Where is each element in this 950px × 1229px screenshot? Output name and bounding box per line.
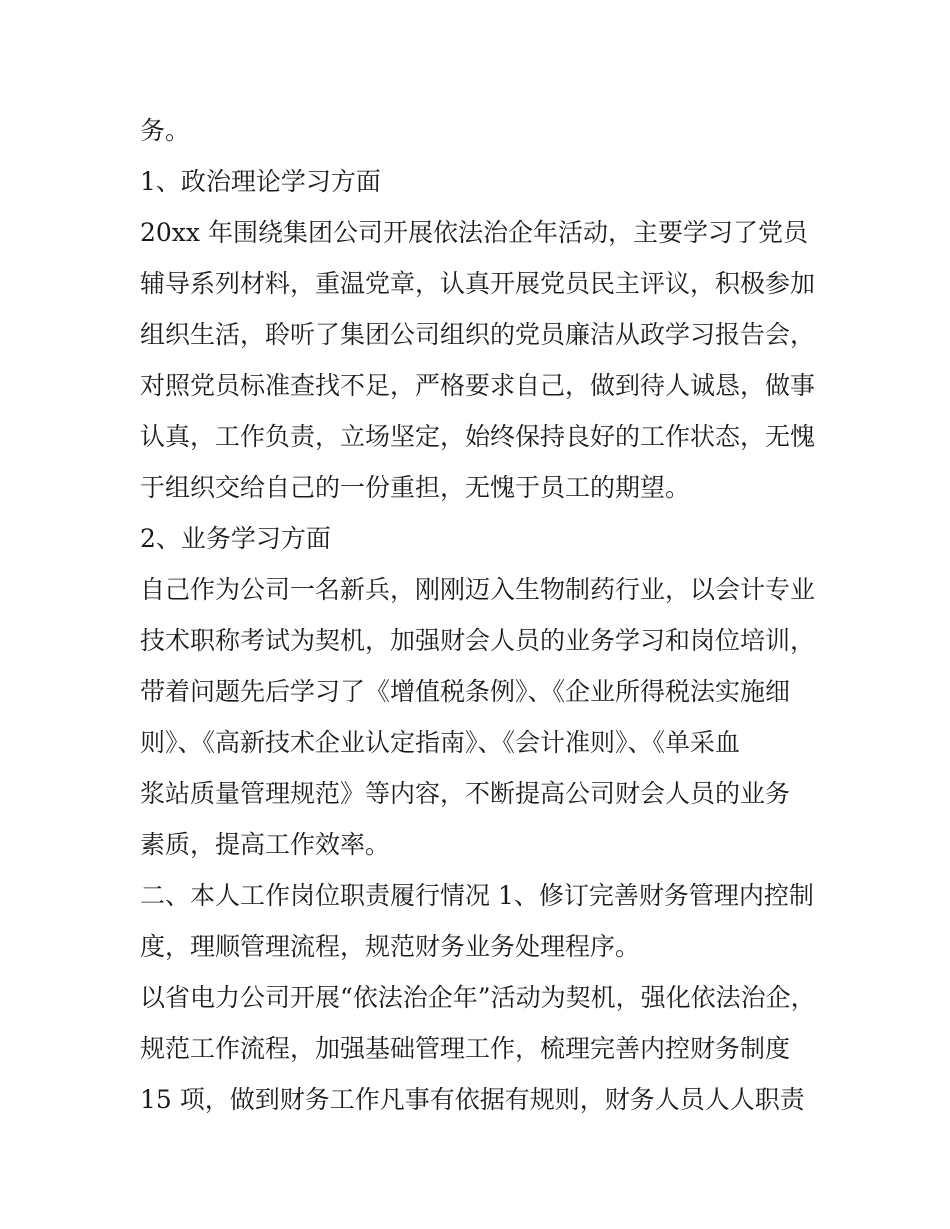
- text-line: 认真，工作负责，立场坚定，始终保持良好的工作状态，无愧: [140, 422, 816, 451]
- text-line: 对照党员标准查找不足，严格要求自己，做到待人诚恳，做事: [140, 371, 816, 400]
- text-line: 技术职称考试为契机，加强财会人员的业务学习和岗位培训，: [140, 626, 816, 655]
- text-line: 规范工作流程，加强基础管理工作，梳理完善内控财务制度: [140, 1034, 791, 1063]
- section-heading-business-study: 2、业务学习方面: [140, 524, 331, 553]
- text-line: 于组织交给自己的一份重担，无愧于员工的期望。: [140, 473, 691, 502]
- text-line: 20xx 年围绕集团公司开展依法治企年活动，主要学习了党员: [140, 218, 808, 247]
- body-text: [140, 105, 820, 1125]
- text-line: 自己作为公司一名新兵，刚刚迈入生物制药行业，以会计专业: [140, 575, 816, 604]
- text-line: 浆站质量管理规范》等内容，不断提高公司财会人员的业务: [140, 779, 791, 808]
- section-heading-political-study: 1、政治理论学习方面: [140, 167, 381, 196]
- section-heading-duties: 二、本人工作岗位职责履行情况 1、修订完善财务管理内控制: [140, 881, 814, 910]
- text-line: 带着问题先后学习了《增值税条例》、《企业所得税法实施细: [140, 677, 791, 706]
- text-line: 则》、《高新技术企业认定指南》、《会计准则》、《单采血: [140, 728, 741, 757]
- text-line: 辅导系列材料，重温党章，认真开展党员民主评议，积极参加: [140, 269, 816, 298]
- text-line: 度，理顺管理流程，规范财务业务处理程序。: [140, 932, 641, 961]
- text-line: 组织生活，聆听了集团公司组织的党员廉洁从政学习报告会，: [140, 320, 816, 349]
- text-line: 素质，提高工作效率。: [140, 830, 391, 859]
- text-line: 务。: [140, 116, 191, 145]
- text-line: 15 项，做到财务工作凡事有依据有规则，财务人员人人职责: [140, 1085, 805, 1114]
- text-line: 以省电力公司开展“依法治企年”活动为契机，强化依法治企，: [140, 983, 816, 1012]
